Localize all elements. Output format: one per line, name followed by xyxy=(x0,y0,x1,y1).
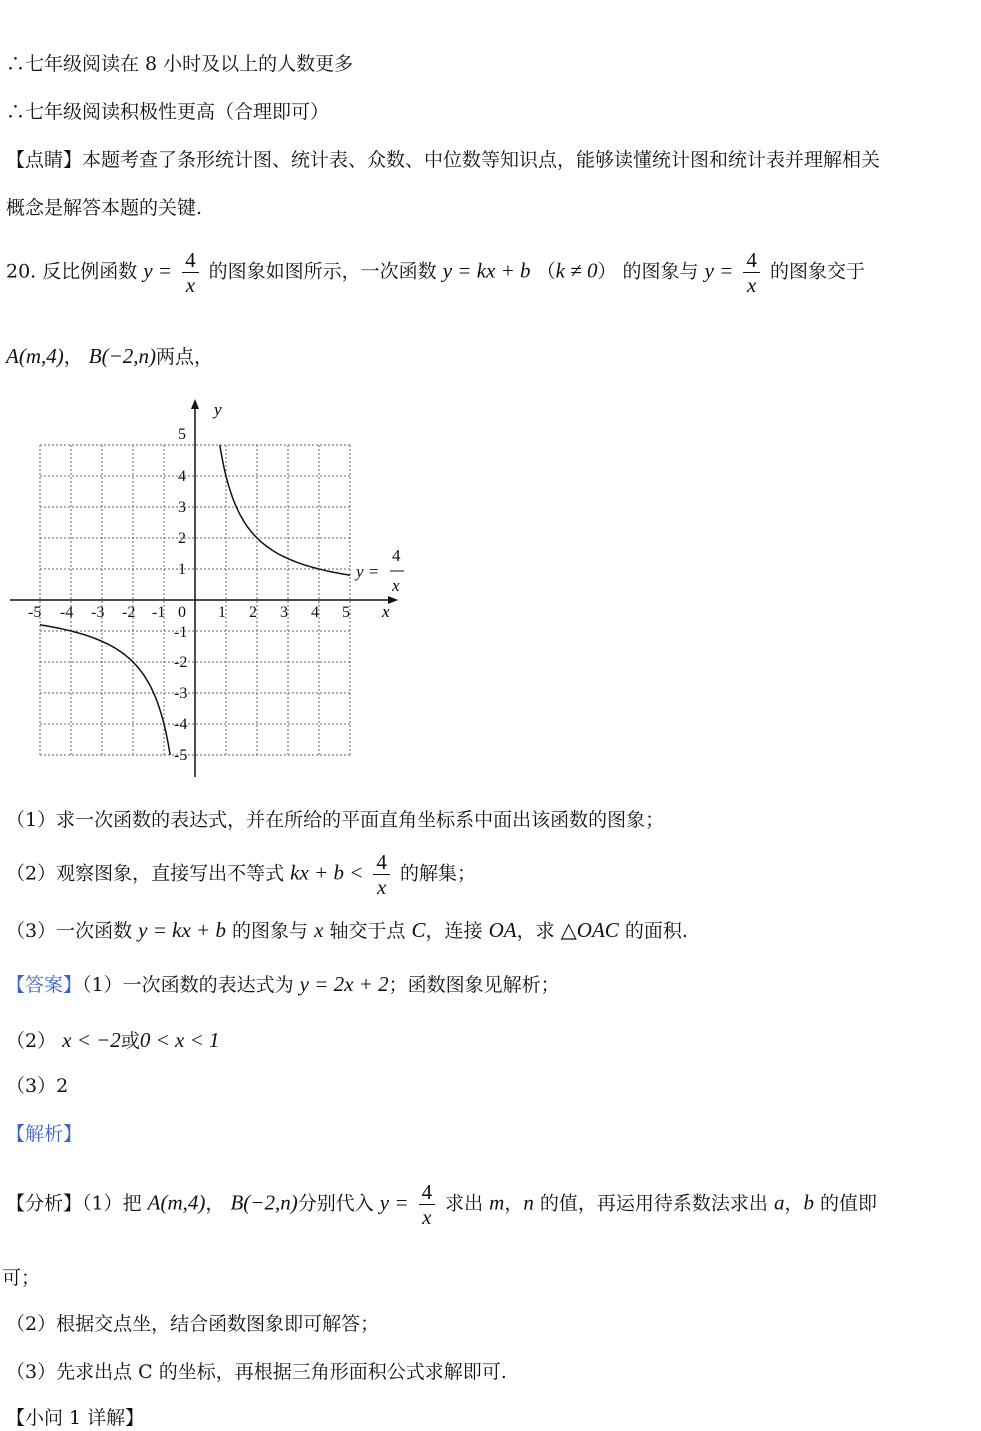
answer-text: （2） xyxy=(6,1030,57,1052)
math-var: OA xyxy=(488,918,517,942)
problem-text: 的图象如图所示，一次函数 xyxy=(208,260,437,283)
y-tick: -2 xyxy=(174,654,188,671)
math-var: b xyxy=(803,1190,814,1215)
fraction-4-over-x: $\frac{4}{x}$ xyxy=(182,248,199,297)
separator: ， xyxy=(205,1192,225,1215)
x-axis-label: x xyxy=(382,602,390,621)
y-axis-label: y xyxy=(214,400,222,419)
analysis-tag: 【解析】 xyxy=(6,1123,83,1145)
math-var: n xyxy=(523,1190,534,1215)
x-tick: 1 xyxy=(218,604,226,621)
paren: （ xyxy=(536,260,556,283)
x-tick: 5 xyxy=(342,604,350,621)
problem-text: 的图象交于 xyxy=(769,260,865,283)
question-text: ，连接 xyxy=(425,920,483,942)
question-text: 的面积. xyxy=(624,920,688,942)
x-tick: 3 xyxy=(280,604,288,621)
math-triangle: △OAC xyxy=(560,918,619,942)
x-tick: -1 xyxy=(152,604,166,621)
question-2 xyxy=(6,850,476,899)
axes xyxy=(10,405,392,777)
x-tick: -2 xyxy=(122,604,136,621)
math-linear: y = kx + b xyxy=(138,918,226,942)
y-tick: -1 xyxy=(174,624,188,641)
answer-text: ；函数图象见解析； xyxy=(388,974,560,996)
analysis-text: 分别代入 xyxy=(297,1192,374,1215)
fraction-4-over-x: $\frac{4}{x}$ xyxy=(419,1180,436,1229)
math-var: m xyxy=(489,1190,505,1215)
math-answer: 0 < x < 1 xyxy=(139,1028,220,1052)
math-var: C xyxy=(411,918,426,942)
answer-text: 或 xyxy=(120,1030,140,1052)
problem-text: 反比例函数 xyxy=(42,260,138,283)
question-text: ，求 xyxy=(516,920,555,942)
y-tick: -3 xyxy=(174,685,188,702)
analysis-line-1 xyxy=(6,1180,877,1229)
point-b: B(−2,n) xyxy=(230,1190,298,1215)
answer-tag: 【答案】 xyxy=(6,974,83,996)
analysis-line-2: （2）根据交点坐，结合函数图象即可解答； xyxy=(6,1313,380,1335)
math-answer: x < −2 xyxy=(62,1028,121,1052)
question-text: 的解集； xyxy=(399,862,476,885)
x-tick: 2 xyxy=(249,604,257,621)
analysis-subtag: 【分析】 xyxy=(6,1192,83,1215)
x-tick-labels xyxy=(28,604,350,621)
comment-tag: 【点睛】 xyxy=(6,149,83,171)
analysis-line-3: （3）先求出点 C 的坐标，再根据三角形面积公式求解即可. xyxy=(6,1361,507,1383)
sub-question-1-heading: 【小问 1 详解】 xyxy=(6,1407,145,1429)
analysis-text: 的值，再运用待系数法求出 xyxy=(539,1192,768,1215)
comment-line xyxy=(6,148,880,172)
y-tick: 5 xyxy=(178,426,186,443)
math-y-eq: y = xyxy=(704,258,734,283)
analysis-text: 求出 xyxy=(445,1192,484,1215)
math-var: a xyxy=(773,1190,785,1215)
y-tick: -5 xyxy=(174,747,188,764)
curve-label-den: x xyxy=(392,576,400,595)
x-tick: -3 xyxy=(91,604,105,621)
hyperbola-branch-negative xyxy=(40,625,170,755)
y-tick: -4 xyxy=(174,716,188,733)
point-a: A(m,4) xyxy=(6,344,64,368)
separator: ， xyxy=(784,1192,804,1215)
problem-text: 两点， xyxy=(156,346,214,368)
question-3 xyxy=(6,918,688,943)
math-condition: k ≠ 0 xyxy=(555,258,598,283)
coordinate-graph xyxy=(0,395,420,785)
y-tick: 3 xyxy=(178,499,186,516)
separator: ， xyxy=(63,346,83,368)
fraction-4-over-x: $\frac{4}{x}$ xyxy=(373,850,390,899)
analysis-text: 的值即 xyxy=(820,1192,878,1215)
y-axis-arrow xyxy=(191,399,199,409)
problem-statement xyxy=(6,248,865,297)
origin-label: 0 xyxy=(178,604,186,621)
curve-label xyxy=(354,546,404,595)
analysis-line-1-cont: 可； xyxy=(2,1267,41,1289)
y-tick: 2 xyxy=(178,530,186,547)
hyperbola-branch-positive xyxy=(220,445,350,575)
answer-line-2 xyxy=(6,1028,220,1053)
math-answer: y = 2x + 2 xyxy=(299,972,389,996)
question-text: （3）一次函数 xyxy=(6,920,133,942)
problem-points xyxy=(6,344,213,369)
y-tick: 4 xyxy=(178,468,186,485)
question-1: （1）求一次函数的表达式，并在所给的平面直角坐标系中面出该函数的图象； xyxy=(6,809,665,831)
conclusion-line-1: ∴七年级阅读在 8 小时及以上的人数更多 xyxy=(6,53,354,75)
x-tick: 4 xyxy=(311,604,319,621)
x-tick: -4 xyxy=(60,604,74,621)
separator: ， xyxy=(504,1192,524,1215)
analysis-text: （1）把 xyxy=(82,1192,142,1215)
y-tick-labels xyxy=(174,426,187,764)
point-b: B(−2,n) xyxy=(88,344,157,368)
x-tick: -5 xyxy=(28,604,42,621)
problem-text: 的图象与 xyxy=(622,260,699,283)
comment-text: 本题考查了条形统计图、统计表、众数、中位数等知识点，能够读懂统计图和统计表并理解相关 xyxy=(82,149,881,171)
answer-text: （1）一次函数的表达式为 xyxy=(82,974,294,996)
y-tick: 1 xyxy=(178,561,186,578)
math-inequality: kx + b < xyxy=(290,860,364,885)
math-y-eq: y = xyxy=(143,258,173,283)
point-a: A(m,4) xyxy=(147,1190,206,1215)
question-text: 的图象与 xyxy=(232,920,309,942)
fraction-4-over-x: $\frac{4}{x}$ xyxy=(743,248,760,297)
answer-line-1 xyxy=(6,972,560,997)
comment-line-2: 概念是解答本题的关键. xyxy=(6,197,203,219)
math-var: x xyxy=(314,918,324,942)
curve-label-lhs: y = xyxy=(356,562,380,581)
conclusion-line-2: ∴七年级阅读积极性更高（合理即可） xyxy=(6,101,330,123)
math-linear: y = kx + b xyxy=(442,258,531,283)
answer-line-3: （3）2 xyxy=(6,1075,69,1097)
problem-number: 20. xyxy=(6,260,37,283)
math-y-eq: y = xyxy=(379,1190,409,1215)
question-text: （2）观察图象，直接写出不等式 xyxy=(6,862,285,885)
curve-label-num: 4 xyxy=(392,546,401,565)
question-text: 轴交于点 xyxy=(329,920,406,942)
paren: ） xyxy=(597,260,617,283)
